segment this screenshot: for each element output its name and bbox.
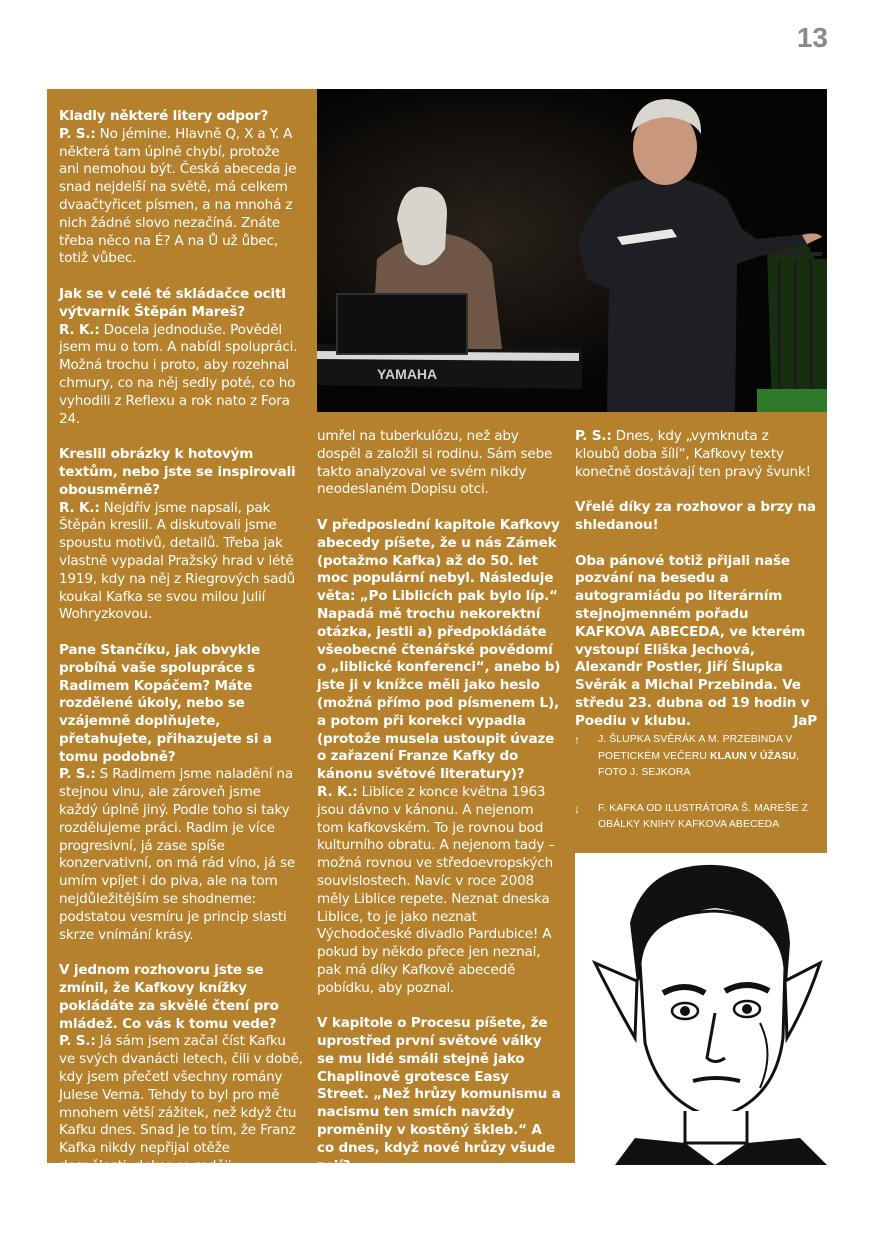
question: Pane Stančíku, jak obvykle probíhá vaše spolupráce s Radimem Kopáčem? Máte rozdělené úkoly, nebo se vzájemně doplňujete, přetahujete, přihazujete si a tomu podobně? <box>59 641 272 765</box>
paragraph <box>59 108 303 268</box>
paragraph <box>59 446 303 624</box>
kafka-portrait-drawing <box>575 853 827 1165</box>
paragraph <box>317 517 561 998</box>
answer: S Radimem jsme naladění na stejnou vlnu, ale zároveň jsme každý úplně jiný. Podle toho si taky rozdělujeme práci. Radim je více progresivní, já zase spíše konzervativní, on má rád víno, já se umím vpíjet i do piva, ale na tom nejdůležitějším se shodneme: podstatou vesmíru je princip slasti skrze vnímání krásy. <box>59 766 296 943</box>
caption-illustration: ↓ F. KAFKA OD ILUSTRÁTORA Š. MAREŠE Z OBÁLKY KNIHY KAFKOVA ABECEDA <box>574 801 814 834</box>
closing-thanks: Vřelé díky za rozhovor a brzy na shledanou! <box>575 499 816 533</box>
caption-title: KLAUN V ÚŽASU <box>709 750 797 762</box>
event-photo-illustration <box>317 89 827 412</box>
paragraph <box>59 642 303 945</box>
speaker-rk: R. K.: <box>317 783 358 800</box>
arrow-up-icon: ↑ <box>574 733 580 747</box>
speaker-rk: R. K.: <box>59 321 100 338</box>
question: Kladly některé litery odpor? <box>59 108 269 124</box>
question: V jednom rozhovoru jste se zmínil, že Kafkovy knížky pokládáte za skvělé čtení pro mládež. Co vás k tomu vede? <box>59 962 279 1032</box>
answer: Docela jednoduše. Pověděl jsem mu o tom. A nabídl spolupráci. Možná trochu i proto, aby rozehnal chmury, co na něj sedly poté, co ho vyhodili z Reflexu a rok nato z Fora 24. <box>59 321 298 427</box>
question: Kreslil obrázky k hotovým textům, nebo jste se inspirovali obousměrně? <box>59 446 296 498</box>
answer: Nejdřív jsme napsali, pak Štěpán kreslil. A diskutovali jsme spoustu motivů, detailů. Třeba jak vlastně vypadal Pražský hrad v létě 1919, kdy na něj z Riegrových sadů koukal Kafka se svou milou Julií Wohryzkovou. <box>59 499 296 623</box>
question: Jak se v celé té skládačce ocitl výtvarník Štěpán Mareš? <box>59 285 286 320</box>
answer: Dnes, kdy „vymknuta z kloubů doba šílí“, Kafkovy texty konečně dostávají ten pravý švunk! <box>575 428 811 480</box>
paragraph <box>59 962 303 1176</box>
article-column-3 <box>575 428 817 731</box>
page-number: 13 <box>796 22 828 53</box>
arrow-down-icon: ↓ <box>574 801 580 816</box>
question: V kapitole o Procesu píšete, že uprostřed první světové války se mu lidé smáli stejně jako Chaplinově grotesce Easy Street. „Než hrůzy komunismu a nacismu ten smích navždy proměnily v kostěný škleb.“ A co dnes, když nové hrůzy všude zejí? <box>317 1015 561 1174</box>
event-photo <box>317 89 827 412</box>
paragraph <box>575 428 817 481</box>
answer: Já sám jsem začal číst Kafku ve svých dvanácti letech, čili v době, kdy jsem přečetl všechny romány Julese Verna. Tehdy to byl pro mě mnohem větší zážitek, než když čtu Kafku dnes. Snad je to tím, že Franz Kafka nikdy nepřijal otěže dospělosti, dokonce raději <box>59 1033 303 1175</box>
speaker-rk: R. K.: <box>59 499 100 516</box>
question: V předposlední kapitole Kafkovy abecedy píšete, že u nás Zámek (potažmo Kafka) až do 50. let moc populární nebyl. Následuje věta: „Po Liblicích pak bylo líp.“ Napadá mě trochu nekorektní otázka, jestli a) předpokládáte všeobecné čtenářské povědomí o „liblické konferenci“, anebo b) jste ji v knížce měli jako heslo (možná přímo pod písmenem L), a potom při korekci vypadla (protože musela ustoupit úvaze o zařazení Franze Kafky do kánonu světové literatury)? <box>317 516 561 783</box>
article-column-2 <box>317 428 561 1175</box>
article-column-1 <box>59 108 303 1176</box>
kafka-illustration <box>575 853 827 1165</box>
keyboard-brand-label: YAMAHA <box>377 366 438 382</box>
speaker-ps: P. S.: <box>59 125 96 142</box>
event-announcement: Oba pánové totiž přijali naše pozvání na besedu a autogramiádu po literárním stejnojmenném pořadu KAFKOVA ABECEDA, ve kterém vystoupí Eliška Jechová, Alexandr Postler, Jiří Šlupka Svěrák a Michal Przebinda. Ve středu 23. dubna od 19 hodin v Poediu v klubu. JaP <box>575 552 817 729</box>
photo-captions <box>574 732 814 853</box>
speaker-ps: P. S.: <box>575 428 612 444</box>
answer: No jémine. Hlavně Q, X a Y. A některá tam úplně chybí, protože ani nemohou být. Česká abeceda je snad nejdelší na světě, má celkem dvaačtyřicet písmen, a na mnohá z nich žádné slovo nezačíná. Znáte třeba něco na É? A na Ů už ůbec, totiž vůbec. <box>59 125 297 267</box>
author-signature: JaP <box>793 712 817 729</box>
caption-photo: ↑ J. ŠLUPKA SVĚRÁK A M. PRZEBINDA V POETICKÉM VEČERU KLAUN V ÚŽASU, FOTO J. SEJKORA <box>574 732 814 782</box>
speaker-ps: P. S.: <box>59 1033 96 1050</box>
speaker-ps: P. S.: <box>59 766 96 783</box>
paragraph: umřel na tuberkulózu, než aby dospěl a založil si rodinu. Sám sebe takto analyzoval ve svém nikdy neodeslaném Dopisu otci. <box>317 428 553 498</box>
paragraph <box>59 286 303 428</box>
answer: Liblice z konce května 1963 jsou dávno v kánonu. A nejenom tom kafkovském. To je rovnou bod kulturního obratu. A nejenom tady – možná rovnou ve středoevropských souvislostech. Navíc v roce 2008 měly Liblice repete. Neznat dneska Liblice, to je jako neznat Východočeské divadlo Pardubice! A pokud by někdo přece jen neznal, pak má díky Kafkově abecedě pobídku, aby poznal. <box>317 783 555 996</box>
